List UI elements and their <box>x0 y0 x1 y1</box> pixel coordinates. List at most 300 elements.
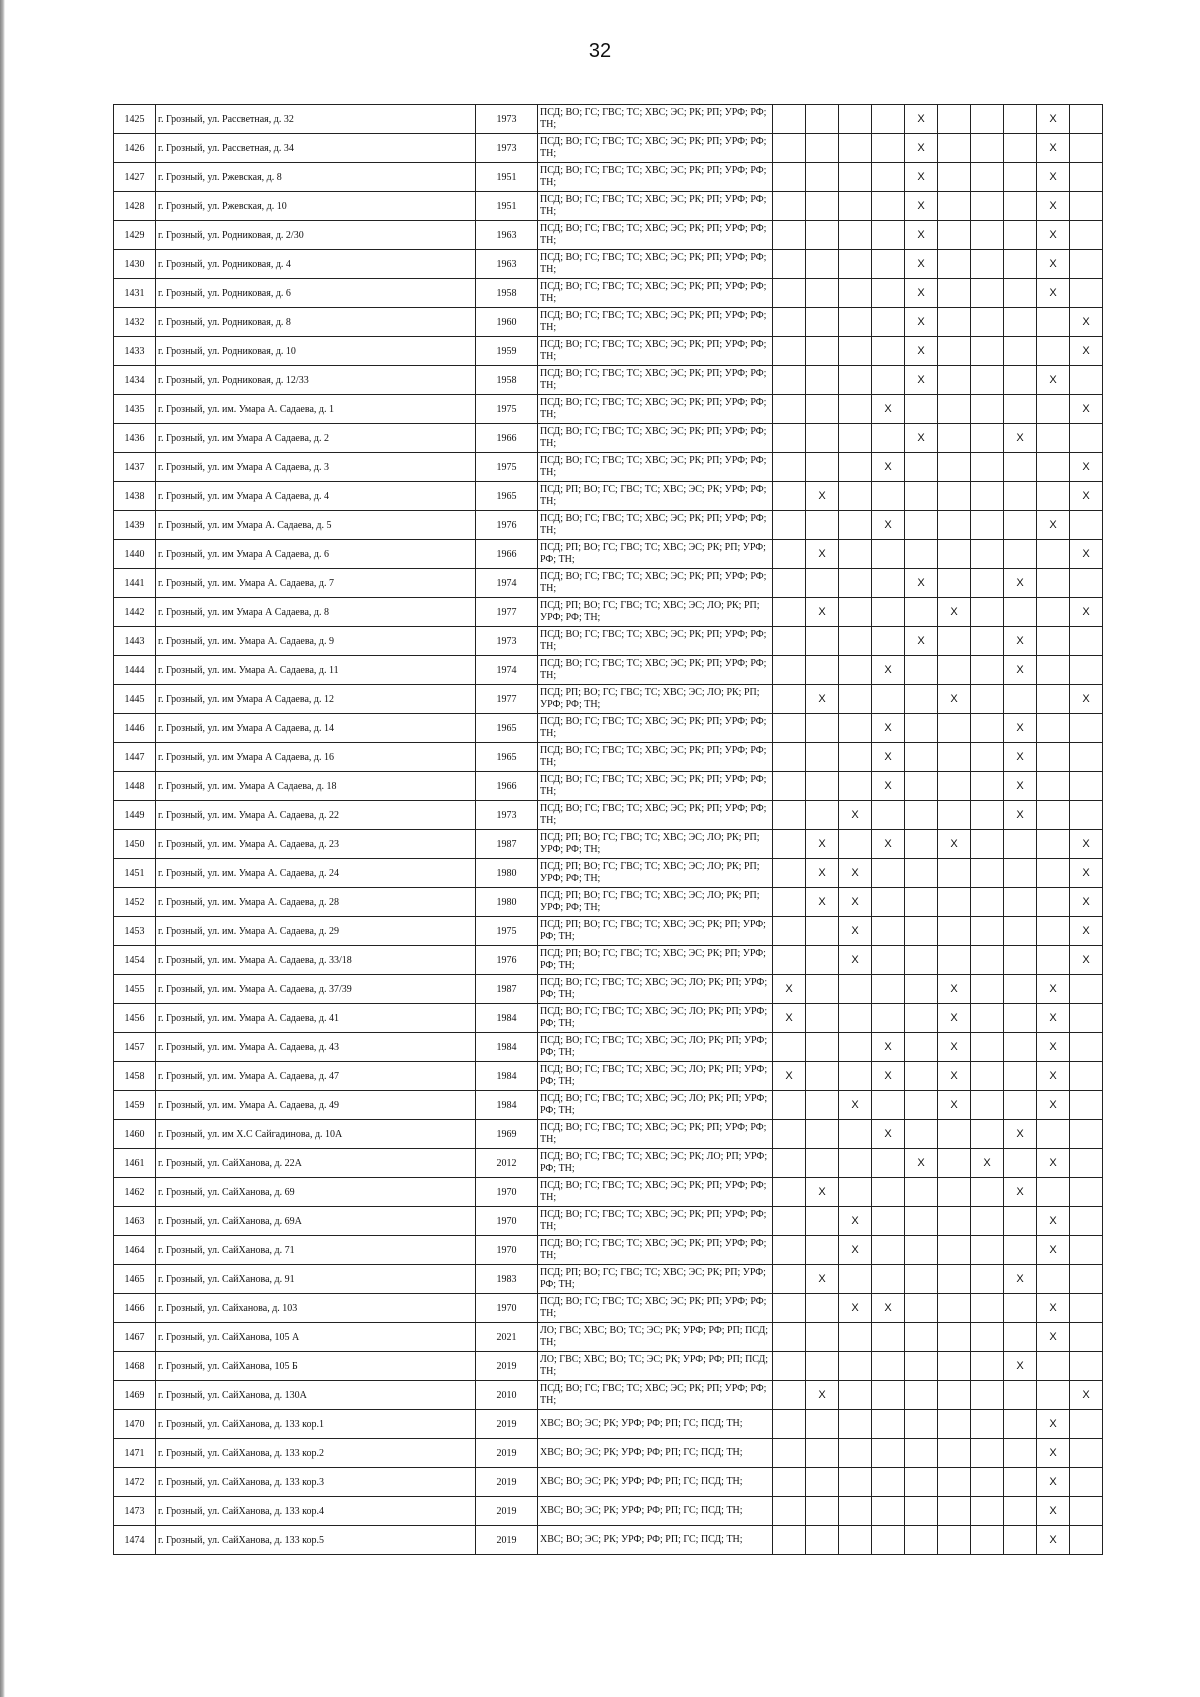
period-mark-cell: X <box>872 1033 905 1062</box>
work-types-cell: ПСД; ВО; ГС; ГВС; ТС; ХВС; ЭС; РК; РП; УРФ; РФ; ТН; <box>538 424 773 453</box>
period-mark-cell: X <box>1037 1033 1070 1062</box>
build-year-cell: 1951 <box>476 163 538 192</box>
work-types-cell: ПСД; ВО; ГС; ГВС; ТС; ХВС; ЭС; РК; РП; УРФ; РФ; ТН; <box>538 511 773 540</box>
row-number-cell: 1460 <box>114 1120 156 1149</box>
build-year-cell: 1960 <box>476 308 538 337</box>
period-mark-cell: X <box>1070 482 1103 511</box>
period-mark-cell <box>1070 1120 1103 1149</box>
build-year-cell: 1980 <box>476 888 538 917</box>
build-year-cell: 2019 <box>476 1497 538 1526</box>
row-number-cell: 1449 <box>114 801 156 830</box>
period-mark-cell: X <box>1037 511 1070 540</box>
period-mark-cell <box>806 1439 839 1468</box>
period-mark-cell <box>1004 946 1037 975</box>
work-types-cell: ПСД; РП; ВО; ГС; ГВС; ТС; ХВС; ЭС; РК; УРФ; РФ; ТН; <box>538 482 773 511</box>
address-cell: г. Грозный, ул. им Умара А Садаева, д. 12 <box>156 685 476 714</box>
work-types-cell: ПСД; ВО; ГС; ГВС; ТС; ХВС; ЭС; ЛО; РК; РП; УРФ; РФ; ТН; <box>538 975 773 1004</box>
table-row <box>114 1265 1103 1294</box>
period-mark-cell <box>806 395 839 424</box>
row-number-cell: 1452 <box>114 888 156 917</box>
build-year-cell: 1969 <box>476 1120 538 1149</box>
period-mark-cell <box>938 859 971 888</box>
work-types-cell: ПСД; ВО; ГС; ГВС; ТС; ХВС; ЭС; ЛО; РК; РП; УРФ; РФ; ТН; <box>538 1091 773 1120</box>
work-types-cell: ПСД; ВО; ГС; ГВС; ТС; ХВС; ЭС; РК; РП; УРФ; РФ; ТН; <box>538 1207 773 1236</box>
period-mark-cell <box>773 192 806 221</box>
address-cell: г. Грозный, ул. Родниковая, д. 12/33 <box>156 366 476 395</box>
work-types-cell: ПСД; ВО; ГС; ГВС; ТС; ХВС; ЭС; РК; РП; УРФ; РФ; ТН; <box>538 1236 773 1265</box>
address-cell: г. Грозный, ул. им. Умара А. Садаева, д. 41 <box>156 1004 476 1033</box>
period-mark-cell <box>1004 1468 1037 1497</box>
period-mark-cell: X <box>1037 1091 1070 1120</box>
row-number-cell: 1434 <box>114 366 156 395</box>
period-mark-cell <box>872 279 905 308</box>
period-mark-cell <box>971 1004 1004 1033</box>
table-row <box>114 1062 1103 1091</box>
period-mark-cell <box>872 917 905 946</box>
period-mark-cell: X <box>1037 1468 1070 1497</box>
row-number-cell: 1450 <box>114 830 156 859</box>
period-mark-cell <box>1037 772 1070 801</box>
period-mark-cell: X <box>1037 1323 1070 1352</box>
table-row <box>114 1526 1103 1555</box>
period-mark-cell <box>1004 453 1037 482</box>
row-number-cell: 1448 <box>114 772 156 801</box>
work-types-cell: ПСД; ВО; ГС; ГВС; ТС; ХВС; ЭС; РК; РП; УРФ; РФ; ТН; <box>538 743 773 772</box>
period-mark-cell <box>839 830 872 859</box>
period-mark-cell <box>971 308 1004 337</box>
period-mark-cell <box>905 772 938 801</box>
address-cell: г. Грозный, ул. им. Умара А. Садаева, д. 43 <box>156 1033 476 1062</box>
row-number-cell: 1445 <box>114 685 156 714</box>
period-mark-cell <box>773 946 806 975</box>
period-mark-cell <box>971 1497 1004 1526</box>
period-mark-cell: X <box>839 946 872 975</box>
period-mark-cell: X <box>1037 1497 1070 1526</box>
period-mark-cell <box>905 1265 938 1294</box>
build-year-cell: 1976 <box>476 511 538 540</box>
period-mark-cell <box>971 743 1004 772</box>
period-mark-cell <box>1004 1526 1037 1555</box>
row-number-cell: 1457 <box>114 1033 156 1062</box>
table-row <box>114 250 1103 279</box>
period-mark-cell: X <box>1037 1062 1070 1091</box>
period-mark-cell <box>872 1178 905 1207</box>
period-mark-cell <box>971 1033 1004 1062</box>
period-mark-cell <box>1037 656 1070 685</box>
period-mark-cell <box>806 1149 839 1178</box>
period-mark-cell <box>971 656 1004 685</box>
period-mark-cell <box>905 1526 938 1555</box>
period-mark-cell <box>839 598 872 627</box>
address-cell: г. Грозный, ул. Сайханова, д. 103 <box>156 1294 476 1323</box>
period-mark-cell: X <box>839 1091 872 1120</box>
period-mark-cell <box>806 279 839 308</box>
period-mark-cell: X <box>938 1004 971 1033</box>
period-mark-cell <box>1037 598 1070 627</box>
period-mark-cell <box>773 453 806 482</box>
period-mark-cell: X <box>872 714 905 743</box>
period-mark-cell <box>905 1497 938 1526</box>
work-types-cell: ПСД; ВО; ГС; ГВС; ТС; ХВС; ЭС; РК; РП; УРФ; РФ; ТН; <box>538 1381 773 1410</box>
table-row <box>114 569 1103 598</box>
period-mark-cell <box>1037 337 1070 366</box>
period-mark-cell <box>872 888 905 917</box>
period-mark-cell <box>806 917 839 946</box>
address-cell: г. Грозный, ул. им Умара А Садаева, д. 4 <box>156 482 476 511</box>
row-number-cell: 1467 <box>114 1323 156 1352</box>
work-types-cell: ПСД; ВО; ГС; ГВС; ТС; ХВС; ЭС; ЛО; РК; РП; УРФ; РФ; ТН; <box>538 1033 773 1062</box>
period-mark-cell <box>839 1526 872 1555</box>
address-cell: г. Грозный, ул. Рассветная, д. 32 <box>156 105 476 134</box>
row-number-cell: 1426 <box>114 134 156 163</box>
period-mark-cell: X <box>806 859 839 888</box>
period-mark-cell <box>971 1062 1004 1091</box>
build-year-cell: 1951 <box>476 192 538 221</box>
period-mark-cell <box>806 1323 839 1352</box>
period-mark-cell: X <box>1070 1381 1103 1410</box>
work-types-cell: ПСД; ВО; ГС; ГВС; ТС; ХВС; ЭС; РК; ЛО; РП; УРФ; РФ; ТН; <box>538 1149 773 1178</box>
period-mark-cell: X <box>806 598 839 627</box>
work-types-cell: ПСД; ВО; ГС; ГВС; ТС; ХВС; ЭС; РК; РП; УРФ; РФ; ТН; <box>538 453 773 482</box>
period-mark-cell <box>872 1381 905 1410</box>
period-mark-cell <box>773 801 806 830</box>
address-cell: г. Грозный, ул. Родниковая, д. 4 <box>156 250 476 279</box>
period-mark-cell <box>1037 917 1070 946</box>
period-mark-cell <box>971 424 1004 453</box>
period-mark-cell: X <box>938 1062 971 1091</box>
period-mark-cell <box>905 685 938 714</box>
period-mark-cell <box>872 1265 905 1294</box>
period-mark-cell: X <box>938 1033 971 1062</box>
period-mark-cell <box>1070 801 1103 830</box>
period-mark-cell <box>1004 279 1037 308</box>
period-mark-cell <box>905 395 938 424</box>
period-mark-cell <box>1070 772 1103 801</box>
period-mark-cell <box>905 1091 938 1120</box>
row-number-cell: 1461 <box>114 1149 156 1178</box>
period-mark-cell <box>773 1265 806 1294</box>
period-mark-cell <box>839 627 872 656</box>
address-cell: г. Грозный, ул. им. Умара А. Садаева, д. 9 <box>156 627 476 656</box>
period-mark-cell <box>872 250 905 279</box>
period-mark-cell <box>938 1323 971 1352</box>
period-mark-cell: X <box>905 192 938 221</box>
period-mark-cell <box>839 308 872 337</box>
work-types-cell: ПСД; ВО; ГС; ГВС; ТС; ХВС; ЭС; РК; РП; УРФ; РФ; ТН; <box>538 163 773 192</box>
row-number-cell: 1456 <box>114 1004 156 1033</box>
row-number-cell: 1465 <box>114 1265 156 1294</box>
table-row <box>114 975 1103 1004</box>
period-mark-cell <box>773 714 806 743</box>
period-mark-cell: X <box>806 482 839 511</box>
period-mark-cell <box>806 1294 839 1323</box>
period-mark-cell <box>971 540 1004 569</box>
period-mark-cell <box>971 192 1004 221</box>
period-mark-cell <box>1070 743 1103 772</box>
work-types-cell: ПСД; ВО; ГС; ГВС; ТС; ХВС; ЭС; РК; РП; УРФ; РФ; ТН; <box>538 308 773 337</box>
period-mark-cell: X <box>1004 656 1037 685</box>
period-mark-cell: X <box>1037 163 1070 192</box>
table-row <box>114 511 1103 540</box>
period-mark-cell <box>938 192 971 221</box>
period-mark-cell: X <box>905 337 938 366</box>
period-mark-cell <box>938 395 971 424</box>
period-mark-cell <box>971 1178 1004 1207</box>
work-types-cell: ПСД; РП; ВО; ГС; ГВС; ТС; ХВС; ЭС; РК; РП; УРФ; РФ; ТН; <box>538 1265 773 1294</box>
period-mark-cell <box>1004 366 1037 395</box>
period-mark-cell <box>1070 1323 1103 1352</box>
period-mark-cell <box>773 1091 806 1120</box>
period-mark-cell <box>1070 569 1103 598</box>
build-year-cell: 1970 <box>476 1178 538 1207</box>
period-mark-cell <box>806 627 839 656</box>
period-mark-cell <box>806 975 839 1004</box>
table-row <box>114 917 1103 946</box>
period-mark-cell <box>1070 250 1103 279</box>
period-mark-cell: X <box>905 105 938 134</box>
address-cell: г. Грозный, ул. Родниковая, д. 8 <box>156 308 476 337</box>
address-cell: г. Грозный, ул. им. Умара А. Садаева, д. 47 <box>156 1062 476 1091</box>
period-mark-cell <box>773 134 806 163</box>
table-row <box>114 1468 1103 1497</box>
period-mark-cell <box>905 917 938 946</box>
period-mark-cell <box>872 1091 905 1120</box>
table-row <box>114 424 1103 453</box>
build-year-cell: 1984 <box>476 1062 538 1091</box>
table-row <box>114 1033 1103 1062</box>
period-mark-cell <box>1037 714 1070 743</box>
build-year-cell: 1987 <box>476 975 538 1004</box>
period-mark-cell <box>1070 1178 1103 1207</box>
period-mark-cell <box>1070 134 1103 163</box>
period-mark-cell <box>971 221 1004 250</box>
row-number-cell: 1433 <box>114 337 156 366</box>
period-mark-cell <box>905 482 938 511</box>
period-mark-cell <box>839 424 872 453</box>
period-mark-cell <box>905 1236 938 1265</box>
address-cell: г. Грозный, ул. Родниковая, д. 2/30 <box>156 221 476 250</box>
period-mark-cell: X <box>1070 859 1103 888</box>
build-year-cell: 2019 <box>476 1352 538 1381</box>
period-mark-cell <box>971 105 1004 134</box>
period-mark-cell <box>872 308 905 337</box>
period-mark-cell <box>938 1120 971 1149</box>
work-types-cell: ПСД; ВО; ГС; ГВС; ТС; ХВС; ЭС; РК; РП; УРФ; РФ; ТН; <box>538 221 773 250</box>
address-cell: г. Грозный, ул. СайХанова, д. 130А <box>156 1381 476 1410</box>
period-mark-cell <box>1070 1468 1103 1497</box>
period-mark-cell <box>806 1468 839 1497</box>
period-mark-cell <box>839 1323 872 1352</box>
build-year-cell: 1958 <box>476 279 538 308</box>
period-mark-cell <box>839 279 872 308</box>
address-cell: г. Грозный, ул. СайХанова, д. 69А <box>156 1207 476 1236</box>
period-mark-cell <box>1004 163 1037 192</box>
period-mark-cell: X <box>773 1062 806 1091</box>
period-mark-cell <box>872 105 905 134</box>
period-mark-cell <box>1037 830 1070 859</box>
period-mark-cell <box>905 946 938 975</box>
address-cell: г. Грозный, ул. им Умара А Садаева, д. 3 <box>156 453 476 482</box>
build-year-cell: 1976 <box>476 946 538 975</box>
housing-registry-table <box>113 104 1103 1555</box>
period-mark-cell <box>1037 627 1070 656</box>
row-number-cell: 1435 <box>114 395 156 424</box>
period-mark-cell <box>773 482 806 511</box>
period-mark-cell: X <box>938 830 971 859</box>
period-mark-cell <box>839 482 872 511</box>
address-cell: г. Грозный, ул. СайХанова, д. 133 кор.4 <box>156 1497 476 1526</box>
build-year-cell: 1970 <box>476 1294 538 1323</box>
period-mark-cell: X <box>1004 1120 1037 1149</box>
address-cell: г. Грозный, ул. СайХанова, 105 А <box>156 1323 476 1352</box>
period-mark-cell <box>938 1468 971 1497</box>
table-row <box>114 656 1103 685</box>
period-mark-cell: X <box>905 308 938 337</box>
table-row <box>114 743 1103 772</box>
period-mark-cell <box>905 830 938 859</box>
period-mark-cell <box>905 743 938 772</box>
table-row <box>114 714 1103 743</box>
period-mark-cell <box>839 163 872 192</box>
period-mark-cell <box>806 656 839 685</box>
period-mark-cell <box>905 453 938 482</box>
period-mark-cell <box>938 946 971 975</box>
row-number-cell: 1442 <box>114 598 156 627</box>
period-mark-cell <box>839 714 872 743</box>
address-cell: г. Грозный, ул. им. Умара А Садаева, д. 18 <box>156 772 476 801</box>
period-mark-cell <box>905 656 938 685</box>
period-mark-cell <box>971 975 1004 1004</box>
period-mark-cell <box>938 569 971 598</box>
work-types-cell: ПСД; РП; ВО; ГС; ГВС; ТС; ХВС; ЭС; ЛО; РК; РП; УРФ; РФ; ТН; <box>538 859 773 888</box>
build-year-cell: 2019 <box>476 1439 538 1468</box>
period-mark-cell <box>839 685 872 714</box>
period-mark-cell <box>872 221 905 250</box>
address-cell: г. Грозный, ул. СайХанова, д. 133 кор.5 <box>156 1526 476 1555</box>
period-mark-cell: X <box>905 627 938 656</box>
period-mark-cell <box>839 540 872 569</box>
period-mark-cell <box>773 1381 806 1410</box>
address-cell: г. Грозный, ул. им. Умара А. Садаева, д. 28 <box>156 888 476 917</box>
table-row <box>114 308 1103 337</box>
period-mark-cell <box>938 714 971 743</box>
period-mark-cell: X <box>905 250 938 279</box>
period-mark-cell <box>773 1323 806 1352</box>
work-types-cell: ПСД; ВО; ГС; ГВС; ТС; ХВС; ЭС; ЛО; РК; РП; УРФ; РФ; ТН; <box>538 1062 773 1091</box>
period-mark-cell <box>806 163 839 192</box>
period-mark-cell <box>806 221 839 250</box>
row-number-cell: 1432 <box>114 308 156 337</box>
table-row <box>114 453 1103 482</box>
period-mark-cell <box>1037 569 1070 598</box>
period-mark-cell <box>1037 1352 1070 1381</box>
table-row <box>114 1352 1103 1381</box>
period-mark-cell: X <box>1070 685 1103 714</box>
row-number-cell: 1443 <box>114 627 156 656</box>
period-mark-cell: X <box>839 1294 872 1323</box>
period-mark-cell <box>971 714 1004 743</box>
period-mark-cell <box>938 627 971 656</box>
build-year-cell: 1970 <box>476 1236 538 1265</box>
period-mark-cell: X <box>1070 917 1103 946</box>
row-number-cell: 1438 <box>114 482 156 511</box>
table-row <box>114 366 1103 395</box>
row-number-cell: 1463 <box>114 1207 156 1236</box>
period-mark-cell <box>806 1033 839 1062</box>
build-year-cell: 1984 <box>476 1033 538 1062</box>
address-cell: г. Грозный, ул. им. Умара А. Садаева, д. 1 <box>156 395 476 424</box>
address-cell: г. Грозный, ул. им. Умара А. Садаева, д. 11 <box>156 656 476 685</box>
build-year-cell: 1958 <box>476 366 538 395</box>
build-year-cell: 1977 <box>476 685 538 714</box>
table-row <box>114 395 1103 424</box>
work-types-cell: ПСД; ВО; ГС; ГВС; ТС; ХВС; ЭС; РК; РП; УРФ; РФ; ТН; <box>538 772 773 801</box>
period-mark-cell <box>1070 1033 1103 1062</box>
period-mark-cell: X <box>839 801 872 830</box>
work-types-cell: ПСД; ВО; ГС; ГВС; ТС; ХВС; ЭС; РК; РП; УРФ; РФ; ТН; <box>538 801 773 830</box>
period-mark-cell <box>773 250 806 279</box>
period-mark-cell <box>938 511 971 540</box>
period-mark-cell <box>872 192 905 221</box>
period-mark-cell <box>872 598 905 627</box>
period-mark-cell <box>1037 308 1070 337</box>
period-mark-cell <box>1004 337 1037 366</box>
period-mark-cell: X <box>806 888 839 917</box>
period-mark-cell <box>1004 1207 1037 1236</box>
period-mark-cell: X <box>1004 569 1037 598</box>
address-cell: г. Грозный, ул. Родниковая, д. 10 <box>156 337 476 366</box>
period-mark-cell <box>938 1439 971 1468</box>
period-mark-cell <box>872 134 905 163</box>
address-cell: г. Грозный, ул. им. Умара А. Садаева, д. 29 <box>156 917 476 946</box>
period-mark-cell: X <box>1004 1265 1037 1294</box>
build-year-cell: 1974 <box>476 569 538 598</box>
period-mark-cell: X <box>1004 714 1037 743</box>
period-mark-cell: X <box>1037 1149 1070 1178</box>
period-mark-cell: X <box>1037 1207 1070 1236</box>
work-types-cell: ПСД; ВО; ГС; ГВС; ТС; ХВС; ЭС; РК; РП; УРФ; РФ; ТН; <box>538 134 773 163</box>
period-mark-cell: X <box>872 1120 905 1149</box>
period-mark-cell <box>905 1294 938 1323</box>
period-mark-cell <box>773 569 806 598</box>
period-mark-cell <box>773 511 806 540</box>
build-year-cell: 1973 <box>476 105 538 134</box>
period-mark-cell <box>1004 1149 1037 1178</box>
work-types-cell: ХВС; ВО; ЭС; РК; УРФ; РФ; РП; ГС; ПСД; ТН; <box>538 1468 773 1497</box>
table-row <box>114 134 1103 163</box>
period-mark-cell: X <box>839 1207 872 1236</box>
period-mark-cell <box>1004 1236 1037 1265</box>
period-mark-cell: X <box>806 1178 839 1207</box>
period-mark-cell <box>872 1468 905 1497</box>
period-mark-cell <box>971 627 1004 656</box>
table-row <box>114 627 1103 656</box>
period-mark-cell <box>872 801 905 830</box>
period-mark-cell <box>839 105 872 134</box>
table-row <box>114 830 1103 859</box>
build-year-cell: 1975 <box>476 395 538 424</box>
work-types-cell: ПСД; РП; ВО; ГС; ГВС; ТС; ХВС; ЭС; ЛО; РК; РП; УРФ; РФ; ТН; <box>538 888 773 917</box>
period-mark-cell: X <box>905 221 938 250</box>
address-cell: г. Грозный, ул. Ржевская, д. 10 <box>156 192 476 221</box>
period-mark-cell <box>806 1062 839 1091</box>
work-types-cell: ХВС; ВО; ЭС; РК; УРФ; РФ; РП; ГС; ПСД; ТН; <box>538 1439 773 1468</box>
table-row <box>114 772 1103 801</box>
period-mark-cell <box>905 859 938 888</box>
row-number-cell: 1472 <box>114 1468 156 1497</box>
period-mark-cell <box>971 134 1004 163</box>
period-mark-cell <box>1004 540 1037 569</box>
